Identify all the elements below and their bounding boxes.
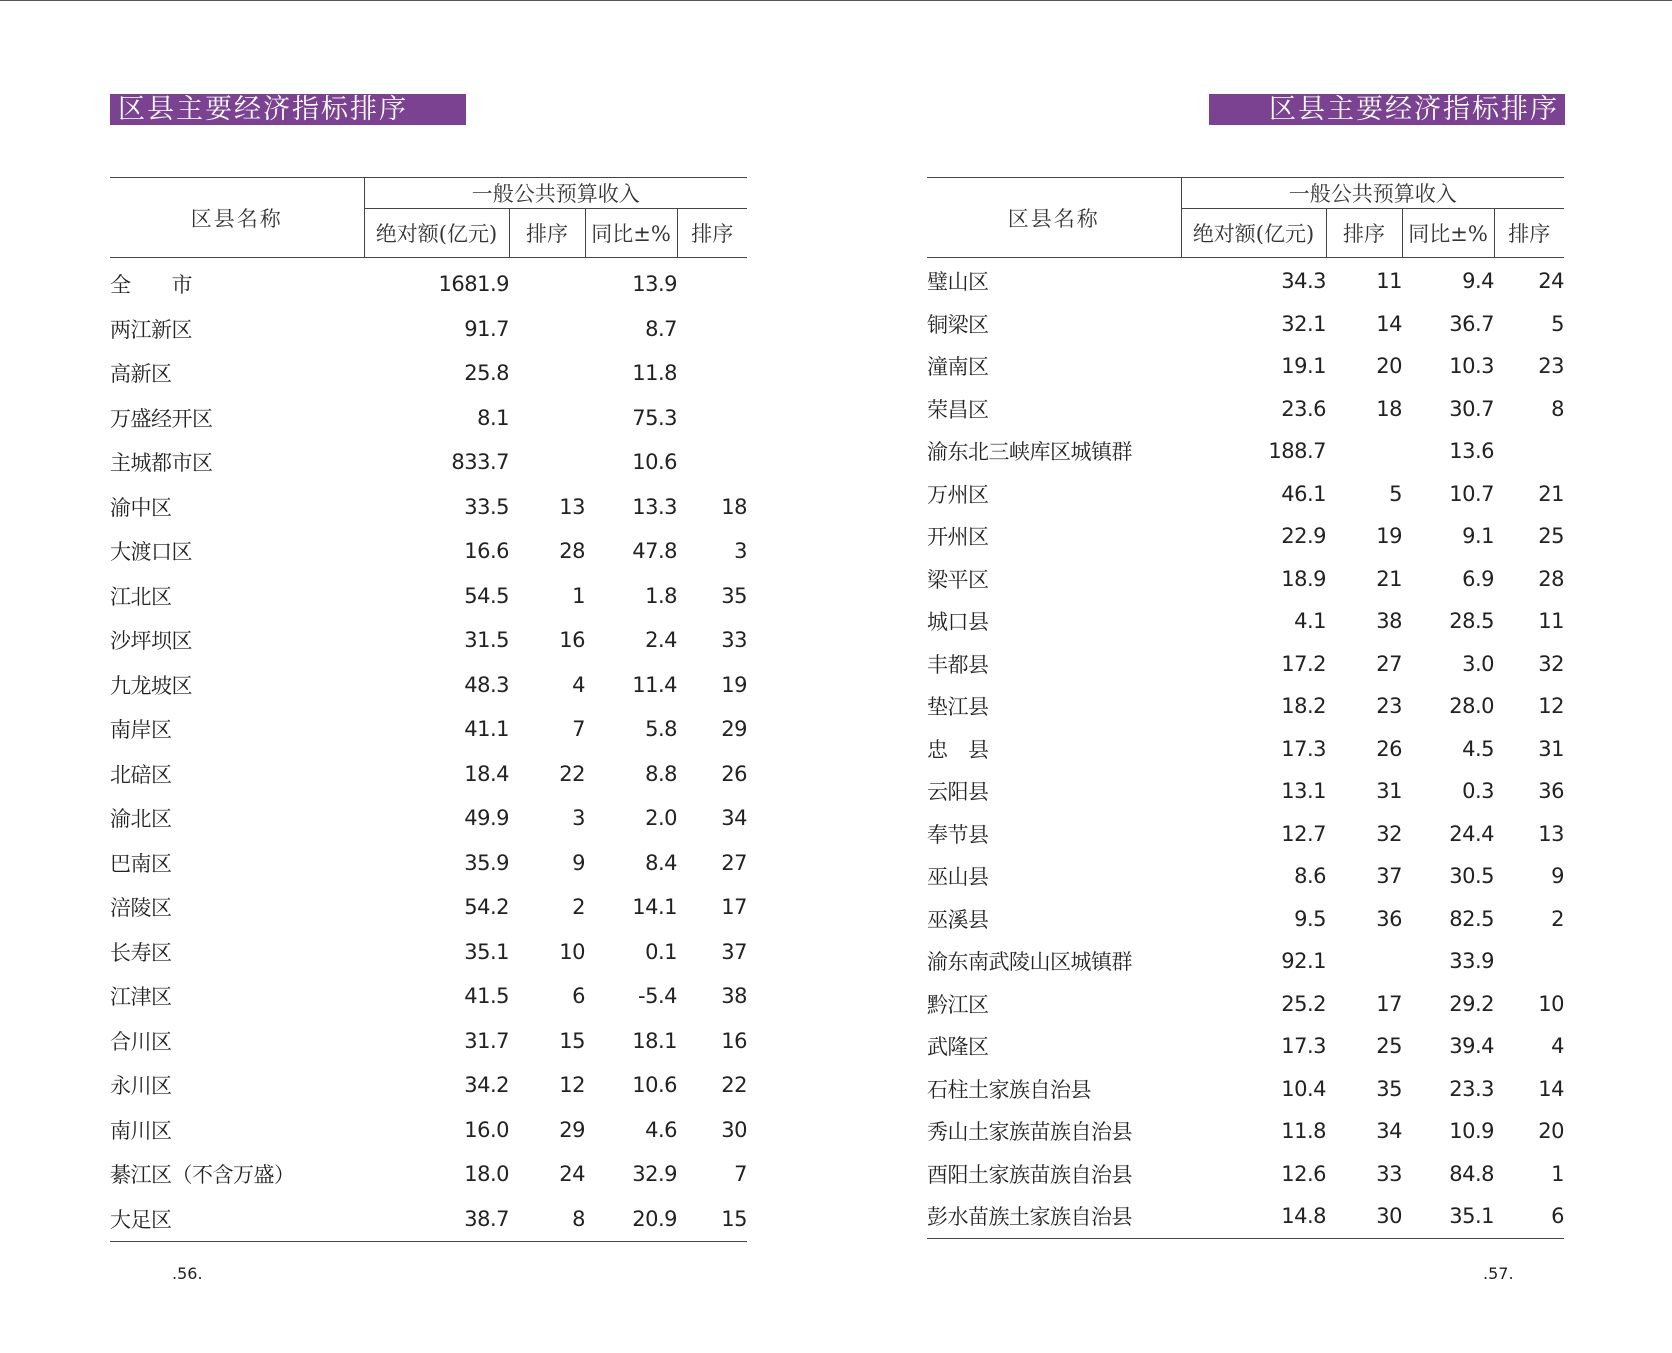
- yoy-rank-cell: 21: [1538, 481, 1564, 506]
- yoy-rank-cell: 34: [721, 806, 747, 831]
- amount-rank-cell: 28: [559, 539, 585, 564]
- rank-column-header: 排序: [677, 209, 747, 258]
- amount-rank-cell: 5: [1389, 481, 1402, 506]
- district-name-cell: 渝中区: [110, 495, 172, 520]
- table-row: [110, 841, 747, 886]
- district-name-cell: 全 市: [110, 273, 192, 298]
- rank-column-header: 排序: [509, 209, 585, 258]
- yoy-cell: 14.1: [632, 895, 677, 920]
- left-data-table: [110, 177, 747, 1242]
- amount-cell: 25.8: [464, 361, 509, 386]
- district-name-cell: 垫江县: [927, 695, 989, 720]
- table-row: [927, 685, 1564, 728]
- yoy-cell: 11.4: [632, 672, 677, 697]
- yoy-cell: 28.5: [1449, 609, 1494, 634]
- yoy-cell: 39.4: [1449, 1034, 1494, 1059]
- yoy-rank-cell: 5: [1551, 311, 1564, 336]
- yoy-cell: 10.6: [632, 1073, 677, 1098]
- amount-rank-cell: 21: [1376, 566, 1402, 591]
- district-name-cell: 合川区: [110, 1029, 172, 1054]
- table-row: [927, 1110, 1564, 1153]
- amount-rank-cell: [509, 396, 585, 441]
- amount-cell: 1681.9: [438, 272, 509, 297]
- district-name-cell: 永川区: [110, 1074, 172, 1099]
- table-row: [110, 752, 747, 797]
- district-name-cell: 万州区: [927, 482, 989, 507]
- amount-cell: 54.5: [464, 583, 509, 608]
- table-row: [110, 258, 747, 307]
- yoy-cell: 75.3: [632, 405, 677, 430]
- table-row: [927, 388, 1564, 431]
- yoy-cell: 13.6: [1449, 439, 1494, 464]
- amount-cell: 17.2: [1281, 651, 1326, 676]
- amount-rank-cell: 31: [1376, 779, 1402, 804]
- amount-rank-cell: 15: [559, 1028, 585, 1053]
- table-row: [110, 307, 747, 352]
- amount-rank-cell: [509, 307, 585, 352]
- district-name-cell: 渝北区: [110, 807, 172, 832]
- amount-cell: 33.5: [464, 494, 509, 519]
- yoy-cell: 30.5: [1449, 864, 1494, 889]
- yoy-rank-cell: [677, 440, 747, 485]
- table-row: [110, 396, 747, 441]
- table-row: [110, 574, 747, 619]
- amount-rank-cell: 3: [572, 806, 585, 831]
- amount-cell: 92.1: [1281, 949, 1326, 974]
- district-name-cell: 铜梁区: [927, 312, 989, 337]
- yoy-cell: 1.8: [645, 583, 677, 608]
- yoy-cell: 4.6: [645, 1117, 677, 1142]
- amount-rank-cell: [509, 258, 585, 307]
- amount-rank-cell: 30: [1326, 1195, 1402, 1238]
- yoy-cell: 47.8: [632, 539, 677, 564]
- amount-rank-cell: 33: [1376, 1161, 1402, 1186]
- table-row: [110, 485, 747, 530]
- yoy-cell: 36.7: [1449, 311, 1494, 336]
- district-name-cell: 彭水苗族土家族自治县: [927, 1195, 1181, 1238]
- table-row: [927, 643, 1564, 686]
- amount-rank-cell: 16: [559, 628, 585, 653]
- table-row: [110, 1152, 747, 1197]
- amount-cell: 35.9: [464, 850, 509, 875]
- yoy-rank-cell: 6: [1494, 1195, 1564, 1238]
- amount-rank-cell: 38: [1376, 609, 1402, 634]
- amount-cell: 25.2: [1281, 991, 1326, 1016]
- amount-cell: 9.5: [1294, 906, 1326, 931]
- rank-column-header: 排序: [1326, 209, 1402, 258]
- district-name-cell: 两江新区: [110, 317, 192, 342]
- amount-rank-cell: 19: [1376, 524, 1402, 549]
- table-row: [110, 440, 747, 485]
- table-row: [110, 930, 747, 975]
- table-row: [927, 940, 1564, 983]
- amount-cell: 54.2: [464, 895, 509, 920]
- amount-cell: 8.1: [477, 405, 509, 430]
- table-row: [927, 983, 1564, 1026]
- amount-rank-cell: 27: [1376, 651, 1402, 676]
- table-row: [110, 707, 747, 752]
- amount-rank-cell: 25: [1376, 1034, 1402, 1059]
- district-name-cell: 北碚区: [110, 762, 172, 787]
- amount-cell: 23.6: [1281, 396, 1326, 421]
- district-name-cell: 秀山土家族苗族自治县: [927, 1120, 1132, 1145]
- yoy-rank-cell: 16: [721, 1028, 747, 1053]
- amount-rank-cell: 32: [1376, 821, 1402, 846]
- district-name-cell: 丰都县: [927, 652, 989, 677]
- amount-rank-cell: 36: [1376, 906, 1402, 931]
- district-name-cell: 武隆区: [927, 1035, 989, 1060]
- district-name-cell: 奉节县: [927, 822, 989, 847]
- yoy-cell: 6.9: [1462, 566, 1494, 591]
- amount-cell: 91.7: [464, 316, 509, 341]
- amount-rank-cell: 8: [509, 1197, 585, 1242]
- yoy-rank-cell: 13: [1538, 821, 1564, 846]
- district-name-cell: 巴南区: [110, 851, 172, 876]
- amount-cell: 18.2: [1281, 694, 1326, 719]
- amount-cell: 35.1: [464, 939, 509, 964]
- amount-cell: 34.2: [464, 1073, 509, 1098]
- district-name-cell: 黔江区: [927, 992, 989, 1017]
- district-name-cell: 九龙坡区: [110, 673, 192, 698]
- yoy-rank-cell: [1494, 430, 1564, 473]
- yoy-rank-cell: 26: [721, 761, 747, 786]
- name-column-header: 区县名称: [110, 178, 364, 258]
- amount-rank-cell: 13: [559, 494, 585, 519]
- yoy-rank-cell: 10: [1538, 991, 1564, 1016]
- district-name-cell: 高新区: [110, 362, 172, 387]
- table-row: [927, 813, 1564, 856]
- yoy-cell: 30.7: [1449, 396, 1494, 421]
- yoy-rank-cell: 24: [1538, 269, 1564, 294]
- yoy-cell: 10.7: [1449, 481, 1494, 506]
- amount-rank-cell: [1326, 430, 1402, 473]
- district-name-cell: 綦江区（不含万盛）: [110, 1163, 295, 1188]
- yoy-rank-cell: [677, 396, 747, 441]
- amount-rank-cell: 4: [572, 672, 585, 697]
- right-data-table: [927, 177, 1564, 1239]
- district-name-cell: 江北区: [110, 584, 172, 609]
- yoy-cell: 11.8: [632, 361, 677, 386]
- yoy-rank-cell: 37: [721, 939, 747, 964]
- amount-rank-cell: 6: [572, 984, 585, 1009]
- yoy-rank-cell: 31: [1538, 736, 1564, 761]
- yoy-rank-cell: 27: [721, 850, 747, 875]
- amount-cell: 833.7: [451, 450, 509, 475]
- amount-cell: 46.1: [1281, 481, 1326, 506]
- amount-cell: 18.0: [464, 1162, 509, 1187]
- table-row: [110, 796, 747, 841]
- yoy-cell: 13.9: [632, 272, 677, 297]
- district-name-cell: 巫山县: [927, 865, 989, 890]
- amount-cell: 8.6: [1294, 864, 1326, 889]
- yoy-rank-cell: 17: [721, 895, 747, 920]
- yoy-cell: 9.1: [1462, 524, 1494, 549]
- amount-rank-cell: 22: [559, 761, 585, 786]
- yoy-cell: 2.4: [645, 628, 677, 653]
- table-row: [110, 885, 747, 930]
- district-name-cell: 长寿区: [110, 940, 172, 965]
- yoy-cell: 24.4: [1449, 821, 1494, 846]
- yoy-cell: 20.9: [585, 1197, 677, 1242]
- yoy-rank-cell: 35: [721, 583, 747, 608]
- amount-cell: 41.5: [464, 984, 509, 1009]
- amount-cell: 14.8: [1181, 1195, 1326, 1238]
- yoy-cell: 5.8: [645, 717, 677, 742]
- amount-rank-cell: 29: [559, 1117, 585, 1142]
- yoy-rank-cell: 32: [1538, 651, 1564, 676]
- group-column-header: 一般公共预算收入: [1181, 178, 1564, 209]
- yoy-cell: 0.3: [1462, 779, 1494, 804]
- yoy-cell: 8.4: [645, 850, 677, 875]
- amount-rank-cell: 12: [559, 1073, 585, 1098]
- table-row: [927, 728, 1564, 771]
- yoy-rank-cell: [677, 351, 747, 396]
- table-row: [927, 303, 1564, 346]
- table-row: [110, 1019, 747, 1064]
- table-row: [927, 855, 1564, 898]
- amount-cell: 12.7: [1281, 821, 1326, 846]
- table-row: [110, 529, 747, 574]
- yoy-rank-cell: 4: [1551, 1034, 1564, 1059]
- right-page-title: 区县主要经济指标排序: [1209, 94, 1565, 125]
- yoy-cell: 29.2: [1449, 991, 1494, 1016]
- amount-rank-cell: 20: [1376, 354, 1402, 379]
- amount-cell: 17.3: [1281, 1034, 1326, 1059]
- page-top-border: [0, 0, 1672, 1]
- table-row: [927, 770, 1564, 813]
- yoy-rank-cell: 22: [721, 1073, 747, 1098]
- table-row: [110, 1063, 747, 1108]
- district-name-cell: 渝东南武陵山区城镇群: [927, 950, 1132, 975]
- amount-rank-cell: 23: [1376, 694, 1402, 719]
- yoy-cell: 0.1: [645, 939, 677, 964]
- yoy-rank-cell: 12: [1538, 694, 1564, 719]
- table-row: [927, 345, 1564, 388]
- amount-cell: 38.7: [364, 1197, 509, 1242]
- district-name-cell: 璧山区: [927, 270, 989, 295]
- yoy-cell: 33.9: [1449, 949, 1494, 974]
- yoy-rank-cell: 14: [1538, 1076, 1564, 1101]
- amount-cell: 18.9: [1281, 566, 1326, 591]
- yoy-cell: 28.0: [1449, 694, 1494, 719]
- amount-cell: 19.1: [1281, 354, 1326, 379]
- amount-rank-cell: 14: [1376, 311, 1402, 336]
- yoy-cell: -5.4: [638, 984, 677, 1009]
- district-name-cell: 酉阳土家族苗族自治县: [927, 1162, 1132, 1187]
- yoy-column-header: 同比±%: [585, 209, 677, 258]
- yoy-rank-cell: 25: [1538, 524, 1564, 549]
- district-name-cell: 大渡口区: [110, 540, 192, 565]
- yoy-cell: 9.4: [1462, 269, 1494, 294]
- yoy-cell: 18.1: [632, 1028, 677, 1053]
- district-name-cell: 渝东北三峡库区城镇群: [927, 440, 1132, 465]
- yoy-rank-cell: 20: [1538, 1119, 1564, 1144]
- amount-rank-cell: 7: [572, 717, 585, 742]
- district-name-cell: 南岸区: [110, 718, 172, 743]
- yoy-rank-cell: 30: [721, 1117, 747, 1142]
- amount-cell: 16.0: [464, 1117, 509, 1142]
- amount-rank-cell: 24: [559, 1162, 585, 1187]
- amount-rank-cell: 34: [1376, 1119, 1402, 1144]
- table-row: [110, 1197, 747, 1242]
- district-name-cell: 万盛经开区: [110, 406, 213, 431]
- yoy-rank-cell: [677, 307, 747, 352]
- amount-rank-cell: 10: [559, 939, 585, 964]
- amount-rank-cell: 2: [572, 895, 585, 920]
- amount-rank-cell: [509, 351, 585, 396]
- yoy-cell: 3.0: [1462, 651, 1494, 676]
- amount-cell: 48.3: [464, 672, 509, 697]
- group-column-header: 一般公共预算收入: [364, 178, 747, 209]
- amount-rank-cell: 11: [1376, 269, 1402, 294]
- district-name-cell: 沙坪坝区: [110, 629, 192, 654]
- amount-cell: 41.1: [464, 717, 509, 742]
- district-name-cell: 主城都市区: [110, 451, 213, 476]
- amount-cell: 4.1: [1294, 609, 1326, 634]
- amount-rank-cell: [509, 440, 585, 485]
- yoy-cell: 23.3: [1449, 1076, 1494, 1101]
- amount-cell: 11.8: [1281, 1119, 1326, 1144]
- table-row: [110, 663, 747, 708]
- yoy-rank-cell: 9: [1551, 864, 1564, 889]
- yoy-cell: 32.9: [632, 1162, 677, 1187]
- amount-rank-cell: 18: [1376, 396, 1402, 421]
- amount-rank-cell: 26: [1376, 736, 1402, 761]
- district-name-cell: 城口县: [927, 610, 989, 635]
- yoy-rank-cell: [1494, 940, 1564, 983]
- amount-cell: 22.9: [1281, 524, 1326, 549]
- yoy-cell: 35.1: [1402, 1195, 1494, 1238]
- name-column-header: 区县名称: [927, 178, 1181, 258]
- left-page-title: 区县主要经济指标排序: [110, 94, 466, 125]
- yoy-rank-cell: 28: [1538, 566, 1564, 591]
- district-name-cell: 南川区: [110, 1118, 172, 1143]
- yoy-rank-cell: 33: [721, 628, 747, 653]
- district-name-cell: 荣昌区: [927, 397, 989, 422]
- table-row: [110, 618, 747, 663]
- yoy-rank-cell: 18: [721, 494, 747, 519]
- district-name-cell: 江津区: [110, 985, 172, 1010]
- yoy-cell: 8.8: [645, 761, 677, 786]
- table-row: [927, 430, 1564, 473]
- amount-cell: 16.6: [464, 539, 509, 564]
- yoy-cell: 2.0: [645, 806, 677, 831]
- yoy-rank-cell: 38: [721, 984, 747, 1009]
- amount-cell: 12.6: [1281, 1161, 1326, 1186]
- yoy-rank-cell: 29: [721, 717, 747, 742]
- table-row: [927, 600, 1564, 643]
- amount-cell: 32.1: [1281, 311, 1326, 336]
- yoy-cell: 10.6: [632, 450, 677, 475]
- yoy-rank-cell: 2: [1551, 906, 1564, 931]
- table-row: [110, 1108, 747, 1153]
- yoy-rank-cell: 7: [734, 1162, 747, 1187]
- district-name-cell: 潼南区: [927, 355, 989, 380]
- amount-cell: 31.5: [464, 628, 509, 653]
- amount-cell: 188.7: [1268, 439, 1326, 464]
- yoy-rank-cell: 8: [1551, 396, 1564, 421]
- amount-column-header: 绝对额(亿元): [1181, 209, 1326, 258]
- yoy-rank-cell: 19: [721, 672, 747, 697]
- yoy-cell: 4.5: [1462, 736, 1494, 761]
- yoy-rank-cell: 11: [1538, 609, 1564, 634]
- district-name-cell: 云阳县: [927, 780, 989, 805]
- amount-rank-cell: [1326, 940, 1402, 983]
- amount-cell: 10.4: [1281, 1076, 1326, 1101]
- rank-column-header: 排序: [1494, 209, 1564, 258]
- yoy-cell: 82.5: [1449, 906, 1494, 931]
- table-row: [927, 258, 1564, 303]
- yoy-column-header: 同比±%: [1402, 209, 1494, 258]
- left-table-body: [110, 258, 747, 1242]
- yoy-rank-cell: [677, 258, 747, 307]
- table-row: [110, 974, 747, 1019]
- district-name-cell: 开州区: [927, 525, 989, 550]
- table-row: [927, 473, 1564, 516]
- amount-cell: 17.3: [1281, 736, 1326, 761]
- yoy-cell: 13.3: [632, 494, 677, 519]
- amount-rank-cell: 37: [1376, 864, 1402, 889]
- district-name-cell: 大足区: [110, 1197, 364, 1242]
- right-table-body: [927, 258, 1564, 1239]
- yoy-cell: 84.8: [1449, 1161, 1494, 1186]
- table-row: [927, 1025, 1564, 1068]
- amount-rank-cell: 17: [1376, 991, 1402, 1016]
- yoy-cell: 8.7: [645, 316, 677, 341]
- table-row: [927, 1068, 1564, 1111]
- table-row: [927, 1153, 1564, 1196]
- amount-cell: 18.4: [464, 761, 509, 786]
- yoy-rank-cell: 3: [734, 539, 747, 564]
- left-page-number: .56.: [172, 1264, 203, 1283]
- yoy-rank-cell: 1: [1551, 1161, 1564, 1186]
- table-row: [927, 898, 1564, 941]
- table-row: [927, 1195, 1564, 1238]
- district-name-cell: 涪陵区: [110, 896, 172, 921]
- amount-rank-cell: 35: [1376, 1076, 1402, 1101]
- amount-cell: 49.9: [464, 806, 509, 831]
- table-row: [110, 351, 747, 396]
- amount-cell: 13.1: [1281, 779, 1326, 804]
- amount-cell: 31.7: [464, 1028, 509, 1053]
- yoy-rank-cell: 15: [677, 1197, 747, 1242]
- district-name-cell: 石柱土家族自治县: [927, 1077, 1091, 1102]
- table-row: [927, 558, 1564, 601]
- district-name-cell: 梁平区: [927, 567, 989, 592]
- table-row: [927, 515, 1564, 558]
- right-page-number: .57.: [1483, 1264, 1514, 1283]
- yoy-cell: 10.9: [1449, 1119, 1494, 1144]
- amount-cell: 34.3: [1281, 269, 1326, 294]
- district-name-cell: 巫溪县: [927, 907, 989, 932]
- yoy-rank-cell: 36: [1538, 779, 1564, 804]
- amount-rank-cell: 9: [572, 850, 585, 875]
- yoy-rank-cell: 23: [1538, 354, 1564, 379]
- amount-column-header: 绝对额(亿元): [364, 209, 509, 258]
- amount-rank-cell: 1: [572, 583, 585, 608]
- district-name-cell: 忠 县: [927, 737, 989, 762]
- yoy-cell: 10.3: [1449, 354, 1494, 379]
